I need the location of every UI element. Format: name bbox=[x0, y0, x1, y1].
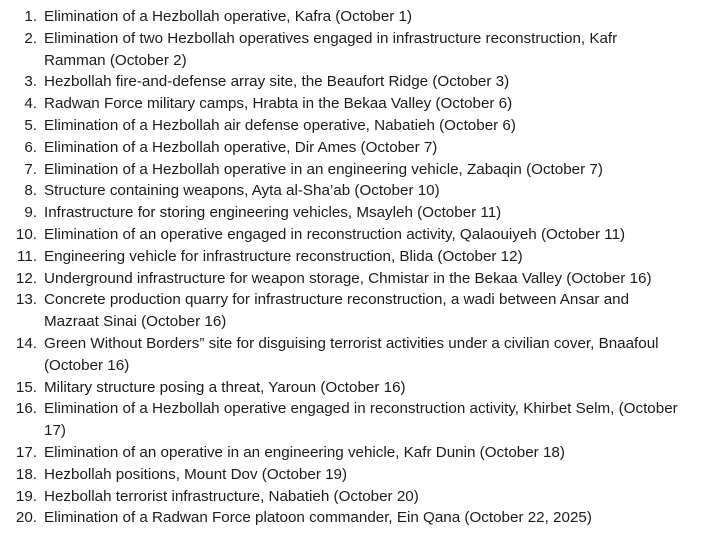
item-number: 3. bbox=[24, 73, 37, 91]
item-number: 9. bbox=[24, 204, 37, 222]
item-text: Elimination of a Hezbollah air defense operative, Nabatieh (October 6) bbox=[44, 116, 516, 134]
item-text: Concrete production quarry for infrastructure reconstruction, a wadi between Ansar and Mazraat Sinai (October 16) bbox=[44, 291, 630, 331]
list-item bbox=[0, 398, 703, 442]
list-item bbox=[0, 71, 703, 93]
list-item bbox=[0, 442, 703, 464]
item-number: 10. bbox=[15, 225, 37, 243]
item-text: Hezbollah fire-and-defense array site, the Beaufort Ridge (October 3) bbox=[44, 73, 510, 91]
item-number: 16. bbox=[15, 400, 37, 418]
item-text: Elimination of a Hezbollah operative, Dir Ames (October 7) bbox=[44, 138, 438, 156]
item-number: 18. bbox=[15, 465, 37, 483]
list-item bbox=[0, 115, 703, 137]
list-item bbox=[0, 246, 703, 268]
item-number: 2. bbox=[24, 29, 37, 47]
list-item bbox=[0, 377, 703, 399]
item-text: Radwan Force military camps, Hrabta in the Bekaa Valley (October 6) bbox=[44, 95, 513, 113]
list-item bbox=[0, 464, 703, 486]
list-item bbox=[0, 224, 703, 246]
list-item bbox=[0, 289, 703, 333]
item-text: Elimination of a Hezbollah operative engaged in reconstruction activity, Khirbet Selm, (October 17) bbox=[44, 400, 678, 440]
item-text: Elimination of a Radwan Force platoon commander, Ein Qana (October 22, 2025) bbox=[44, 509, 592, 527]
item-text: Structure containing weapons, Ayta al-Sha’ab (October 10) bbox=[44, 182, 440, 200]
item-text: Engineering vehicle for infrastructure reconstruction, Blida (October 12) bbox=[44, 247, 523, 265]
item-number: 4. bbox=[24, 95, 37, 113]
item-text: Infrastructure for storing engineering vehicles, Msayleh (October 11) bbox=[44, 204, 502, 222]
item-number: 19. bbox=[15, 487, 37, 505]
list-item bbox=[0, 268, 703, 290]
item-number: 12. bbox=[15, 269, 37, 287]
list-item bbox=[0, 93, 703, 115]
item-text: Elimination of an operative in an engineering vehicle, Kafr Dunin (October 18) bbox=[44, 443, 565, 461]
item-number: 20. bbox=[15, 509, 37, 527]
attack-list bbox=[0, 6, 703, 529]
item-number: 1. bbox=[24, 8, 37, 25]
item-text: Hezbollah terrorist infrastructure, Nabatieh (October 20) bbox=[44, 487, 419, 505]
item-text: Elimination of a Hezbollah operative, Kafra (October 1) bbox=[44, 8, 413, 25]
item-number: 14. bbox=[15, 334, 37, 352]
item-text: Military structure posing a threat, Yaroun (October 16) bbox=[44, 378, 406, 396]
item-number: 11. bbox=[17, 247, 37, 265]
list-item bbox=[0, 507, 703, 529]
item-number: 7. bbox=[24, 160, 37, 178]
list-item bbox=[0, 137, 703, 159]
item-number: 15. bbox=[15, 378, 37, 396]
list-item bbox=[0, 159, 703, 181]
item-text: Green Without Borders” site for disguising terrorist activities under a civilian cover, Bnaafoul (October 16) bbox=[44, 334, 659, 374]
list-item bbox=[0, 486, 703, 508]
item-number: 17. bbox=[15, 443, 37, 461]
item-number: 5. bbox=[24, 116, 37, 134]
list-item bbox=[0, 202, 703, 224]
item-number: 6. bbox=[24, 138, 37, 156]
item-number: 13. bbox=[15, 291, 37, 309]
item-text: Hezbollah positions, Mount Dov (October 19) bbox=[44, 465, 348, 483]
list-item bbox=[0, 333, 703, 377]
item-text: Elimination of an operative engaged in reconstruction activity, Qalaouiyeh (October 11) bbox=[44, 225, 626, 243]
item-text: Underground infrastructure for weapon storage, Chmistar in the Bekaa Valley (October 16) bbox=[44, 269, 652, 287]
list-item bbox=[0, 28, 703, 72]
item-number: 8. bbox=[24, 182, 37, 200]
item-text: Elimination of a Hezbollah operative in an engineering vehicle, Zabaqin (October 7) bbox=[44, 160, 603, 178]
list-item bbox=[0, 6, 703, 28]
list-item bbox=[0, 180, 703, 202]
item-text: Elimination of two Hezbollah operatives engaged in infrastructure reconstruction, Kafr Ramman (October 2) bbox=[44, 29, 618, 69]
